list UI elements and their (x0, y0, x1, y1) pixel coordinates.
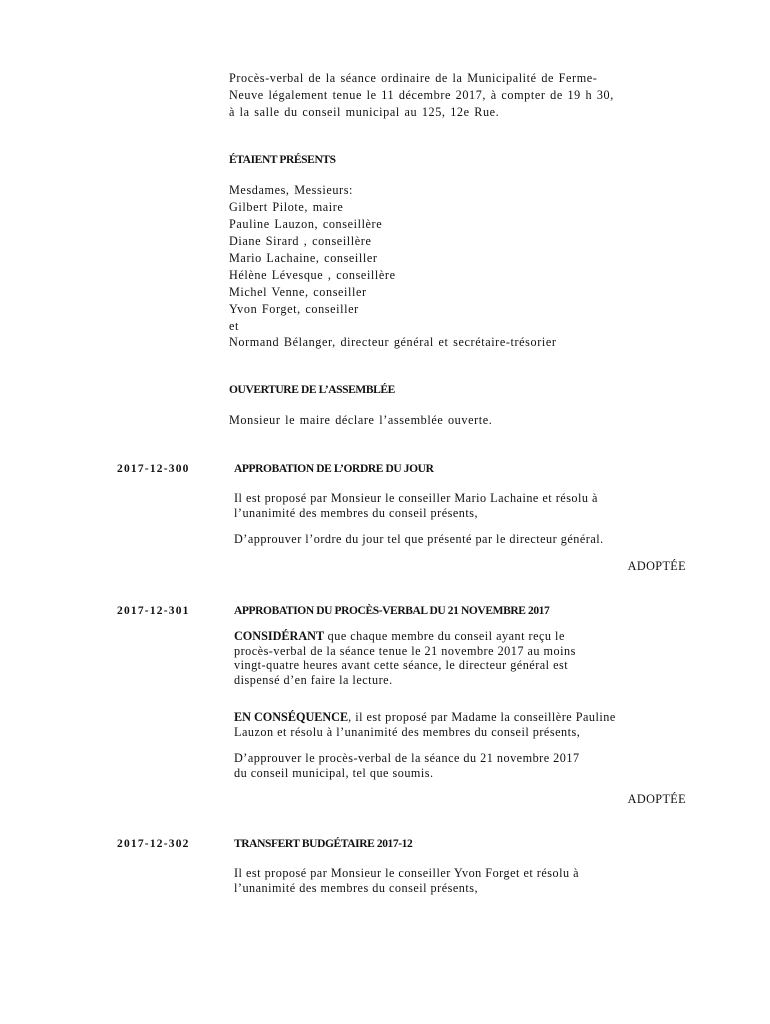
resolution-number: 2017-12-301 (117, 605, 190, 617)
member-item: Michel Venne, conseiller (229, 285, 367, 299)
intro-line: Procès-verbal de la séance ordinaire de la Municipalité de Ferme- (229, 71, 598, 85)
intro-paragraph (229, 70, 689, 121)
presents-list (229, 182, 689, 351)
resolution-paragraph (234, 491, 686, 520)
member-item: Diane Sirard , conseillère (229, 234, 372, 248)
intro-line: Neuve légalement tenue le 11 décembre 2017, à compter de 19 h 30, (229, 88, 614, 102)
resolution-paragraph (234, 751, 686, 780)
paragraph-line: , il est proposé par Madame la conseillère Pauline (348, 710, 616, 724)
paragraph-line: Il est proposé par Monsieur le conseiller Yvon Forget et résolu à (234, 866, 580, 880)
paragraph-line: Il est proposé par Monsieur le conseiller Mario Lachaine et résolu à (234, 491, 598, 505)
member-item: Gilbert Pilote, maire (229, 200, 344, 214)
intro-line: à la salle du conseil municipal au 125, 12e Rue. (229, 105, 500, 119)
member-item: Normand Bélanger, directeur général et secrétaire-trésorier (229, 335, 557, 349)
paragraph-line: l’unanimité des membres du conseil présents, (234, 880, 479, 895)
presents-heading: ÉTAIENT PRÉSENTS (229, 154, 336, 166)
paragraph-line: procès-verbal de la séance tenue le 21 novembre 2017 au moins (234, 643, 576, 658)
consequence-label: EN CONSÉQUENCE (234, 710, 349, 724)
opening-text: Monsieur le maire déclare l’assemblée ouverte. (229, 413, 493, 427)
paragraph-line: Lauzon et résolu à l’unanimité des membres du conseil présents, (234, 724, 581, 739)
member-item: Yvon Forget, conseiller (229, 302, 359, 316)
paragraph-line: vingt-quatre heures avant cette séance, le directeur général est (234, 658, 569, 672)
paragraph-line: l’unanimité des membres du conseil présents, (234, 505, 479, 520)
resolution-number: 2017-12-300 (117, 463, 190, 475)
member-item: Hélène Lévesque , conseillère (229, 268, 396, 282)
paragraph-line: D’approuver l’ordre du jour tel que présenté par le directeur général. (234, 532, 604, 546)
considerant-paragraph (234, 629, 686, 687)
consequence-paragraph (234, 710, 686, 739)
adopted-status: ADOPTÉE (627, 559, 686, 573)
member-item: Mario Lachaine, conseiller (229, 251, 378, 265)
member-item: et (229, 319, 239, 333)
resolution-title: APPROBATION DE L’ORDRE DU JOUR (234, 463, 434, 475)
resolution-paragraph (234, 866, 686, 895)
paragraph-line: D’approuver le procès-verbal de la séance du 21 novembre 2017 (234, 751, 580, 765)
resolution-paragraph (234, 532, 686, 547)
paragraph-line: du conseil municipal, tel que soumis. (234, 765, 434, 780)
resolution-title: TRANSFERT BUDGÉTAIRE 2017-12 (234, 838, 413, 850)
opening-heading: OUVERTURE DE L’ASSEMBLÉE (229, 384, 395, 396)
paragraph-line: dispensé d’en faire la lecture. (234, 672, 393, 687)
resolution-title: APPROBATION DU PROCÈS-VERBAL DU 21 NOVEMBRE 2017 (234, 605, 550, 617)
member-item: Pauline Lauzon, conseillère (229, 217, 383, 231)
resolution-number: 2017-12-302 (117, 838, 190, 850)
presents-greeting: Mesdames, Messieurs: (229, 183, 354, 197)
adopted-status: ADOPTÉE (627, 792, 686, 806)
considerant-label: CONSIDÉRANT (234, 629, 325, 643)
paragraph-line: que chaque membre du conseil ayant reçu le (324, 629, 565, 643)
